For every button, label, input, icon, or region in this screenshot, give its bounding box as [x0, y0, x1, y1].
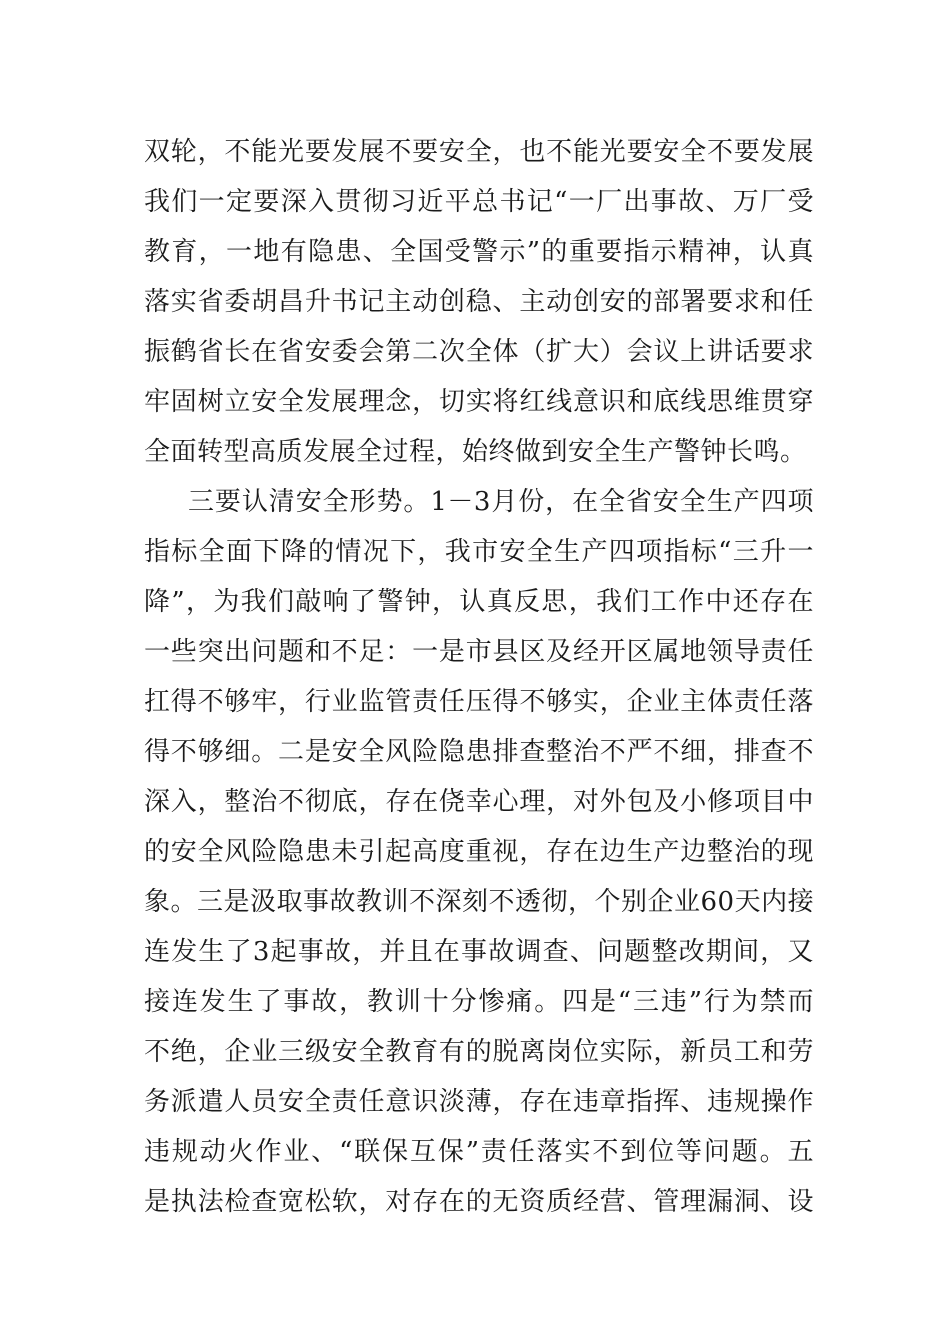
text-line: 接连发生了事故，教训十分惨痛。四是“三违”行为禁而 [144, 987, 814, 1017]
text-line: 落实省委胡昌升书记主动创稳、主动创安的部署要求和任 [144, 287, 814, 317]
paragraph-first-line: 三要认清安全形势。1－3月份，在全省安全生产四项 [188, 487, 814, 517]
text-line: 全面转型高质发展全过程，始终做到安全生产警钟长鸣。 [144, 437, 807, 467]
text-line: 我们一定要深入贯彻习近平总书记“一厂出事故、万厂受 [144, 187, 814, 217]
text-line: 教育，一地有隐患、全国受警示”的重要指示精神，认真 [144, 237, 814, 267]
text-line: 一些突出问题和不足：一是市县区及经开区属地领导责任 [144, 637, 814, 667]
text-line: 务派遣人员安全责任意识淡薄，存在违章指挥、违规操作 [144, 1087, 814, 1117]
text-line: 扛得不够牢，行业监管责任压得不够实，企业主体责任落 [144, 687, 814, 717]
text-line: 深入，整治不彻底，存在侥幸心理，对外包及小修项目中 [144, 787, 814, 817]
text-line: 双轮，不能光要发展不要安全，也不能光要安全不要发展 [144, 137, 814, 167]
text-line: 不绝，企业三级安全教育有的脱离岗位实际，新员工和劳 [144, 1037, 814, 1067]
text-line: 得不够细。二是安全风险隐患排查整治不严不细，排查不 [144, 737, 814, 767]
text-line: 连发生了3起事故，并且在事故调查、问题整改期间，又 [144, 937, 814, 967]
text-line: 违规动火作业、“联保互保”责任落实不到位等问题。五 [144, 1137, 814, 1167]
text-line: 的安全风险隐患未引起高度重视，存在边生产边整治的现 [144, 837, 814, 867]
text-line: 是执法检查宽松软，对存在的无资质经营、管理漏洞、设 [144, 1187, 814, 1217]
text-line: 降”，为我们敲响了警钟，认真反思，我们工作中还存在 [144, 587, 814, 617]
text-line: 象。三是汲取事故教训不深刻不透彻，个别企业60天内接 [144, 887, 815, 917]
text-line: 牢固树立安全发展理念，切实将红线意识和底线思维贯穿 [144, 387, 814, 417]
text-line: 振鹤省长在省安委会第二次全体（扩大）会议上讲话要求 [144, 337, 814, 367]
text-line: 指标全面下降的情况下，我市安全生产四项指标“三升一 [144, 537, 814, 567]
